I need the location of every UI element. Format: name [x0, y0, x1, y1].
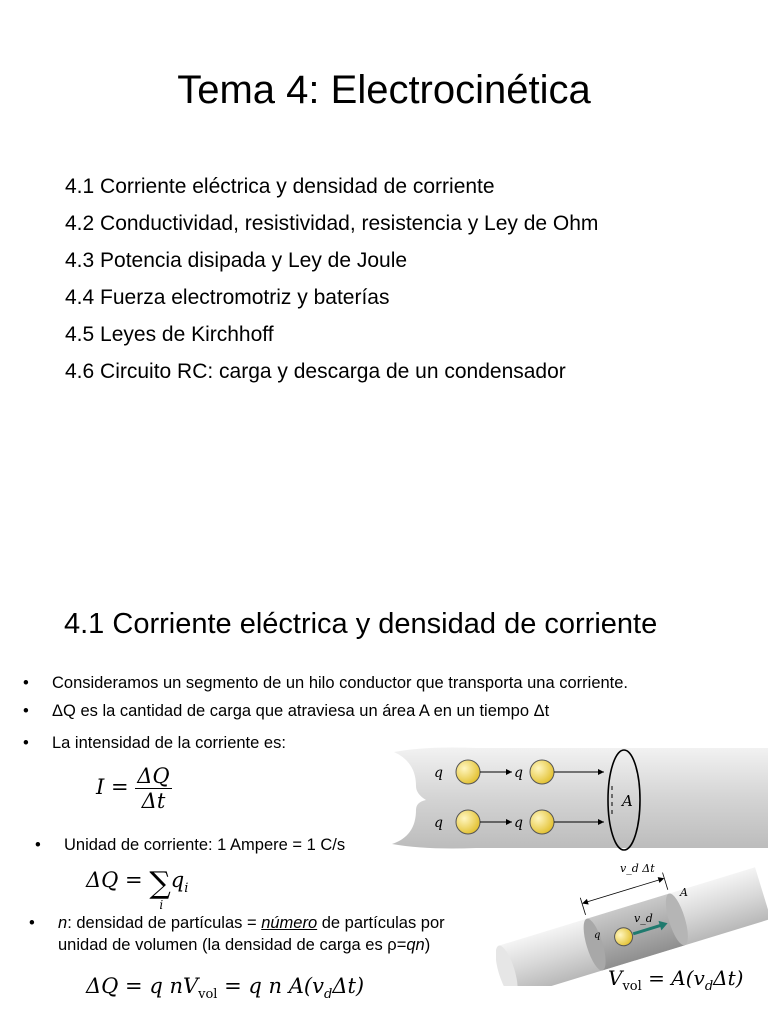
sum-term: q — [170, 868, 185, 892]
bullet-dot: • — [23, 674, 29, 692]
equation-lhs: ΔQ = — [86, 868, 143, 892]
equation-sum — [86, 866, 189, 912]
charge-label: q — [514, 815, 523, 831]
area-label: A — [622, 792, 633, 810]
vd-dt-label: v_d Δt — [620, 862, 655, 875]
bullet-item — [23, 732, 286, 754]
equation-lhs: I = — [96, 775, 129, 799]
fraction — [135, 764, 171, 813]
equation-subscript: vol — [198, 987, 218, 1003]
bullet-text: unidad de volumen (la densidad de carga es ρ= — [58, 936, 407, 954]
fraction-numerator: ΔQ — [137, 764, 170, 788]
wire-body — [392, 748, 768, 849]
bullet-item — [23, 672, 629, 694]
equation-current — [96, 764, 172, 813]
charge-particle — [456, 760, 480, 784]
table-of-contents — [65, 168, 598, 390]
symbol-qn: qn — [406, 936, 425, 954]
bullet-dot: • — [23, 734, 29, 752]
sum-index: i — [159, 898, 164, 912]
equation-part: Δt) — [332, 974, 365, 998]
bullet-dot: • — [23, 702, 29, 720]
toc-item: 4.5 Leyes de Kirchhoff — [65, 323, 274, 346]
equation-subscript: vol — [622, 979, 642, 994]
equation-subscript: d — [704, 979, 714, 994]
sum-symbol: ∑ — [149, 866, 171, 901]
slide-title: Tema 4: Electrocinética — [177, 68, 591, 112]
dimension-tick — [580, 898, 585, 915]
dimension-tick — [663, 873, 668, 890]
equation-part: = q n A(v — [217, 974, 324, 998]
emphasis-numero: número — [261, 914, 318, 932]
wire-charges-figure — [386, 744, 768, 852]
dimension-line — [586, 879, 661, 902]
charge-particle — [530, 760, 554, 784]
charge-label: q — [434, 815, 443, 831]
vd-label: v_d — [634, 912, 653, 925]
bullet-item — [29, 912, 445, 956]
slide-current-density — [0, 576, 768, 1024]
drift-velocity-figure — [496, 854, 768, 986]
fraction-denominator: Δt — [141, 789, 166, 813]
sum-term-index: i — [184, 881, 189, 897]
bullet-item — [35, 834, 346, 856]
bullet-text: Consideramos un segmento de un hilo conductor que transporta una corriente. — [52, 674, 629, 692]
toc-item: 4.6 Circuito RC: carga y descarga de un condensador — [65, 360, 566, 383]
equation-charge — [86, 974, 364, 1002]
charge-label: q — [434, 765, 443, 781]
area-label: A — [680, 886, 688, 899]
equation-part: Δt) — [713, 966, 744, 990]
bullet-text: ) — [424, 936, 431, 954]
toc-item: 4.2 Conductividad, resistividad, resistencia y Ley de Ohm — [65, 212, 599, 235]
charge-label: q — [594, 930, 601, 941]
bullet-dot: • — [35, 836, 41, 854]
bullet-text: : densidad de partículas = — [67, 914, 262, 932]
equation-part: V — [608, 966, 623, 990]
equation-subscript: d — [323, 987, 333, 1003]
bullet-text: La intensidad de la corriente es: — [52, 734, 286, 752]
slide-title: 4.1 Corriente eléctrica y densidad de corriente — [64, 608, 658, 640]
bullet-text: Unidad de corriente: 1 Ampere = 1 C/s — [64, 836, 346, 854]
bullet-dot: • — [29, 914, 35, 932]
equation-part: = A(v — [641, 966, 705, 990]
toc-item: 4.1 Corriente eléctrica y densidad de corriente — [65, 175, 495, 198]
equation-part: ΔQ = q nV — [86, 974, 199, 998]
summation — [149, 866, 171, 912]
symbol-n: n — [58, 914, 68, 932]
charge-particle — [456, 810, 480, 834]
bullet-text: de partículas por — [317, 914, 445, 932]
bullet-item — [23, 700, 550, 722]
bullet-text: ΔQ es la cantidad de carga que atraviesa un área A en un tiempo Δt — [52, 702, 550, 720]
toc-item: 4.3 Potencia disipada y Ley de Joule — [65, 249, 408, 272]
charge-particle — [530, 810, 554, 834]
charge-label: q — [514, 765, 523, 781]
toc-item: 4.4 Fuerza electromotriz y baterías — [65, 286, 390, 309]
